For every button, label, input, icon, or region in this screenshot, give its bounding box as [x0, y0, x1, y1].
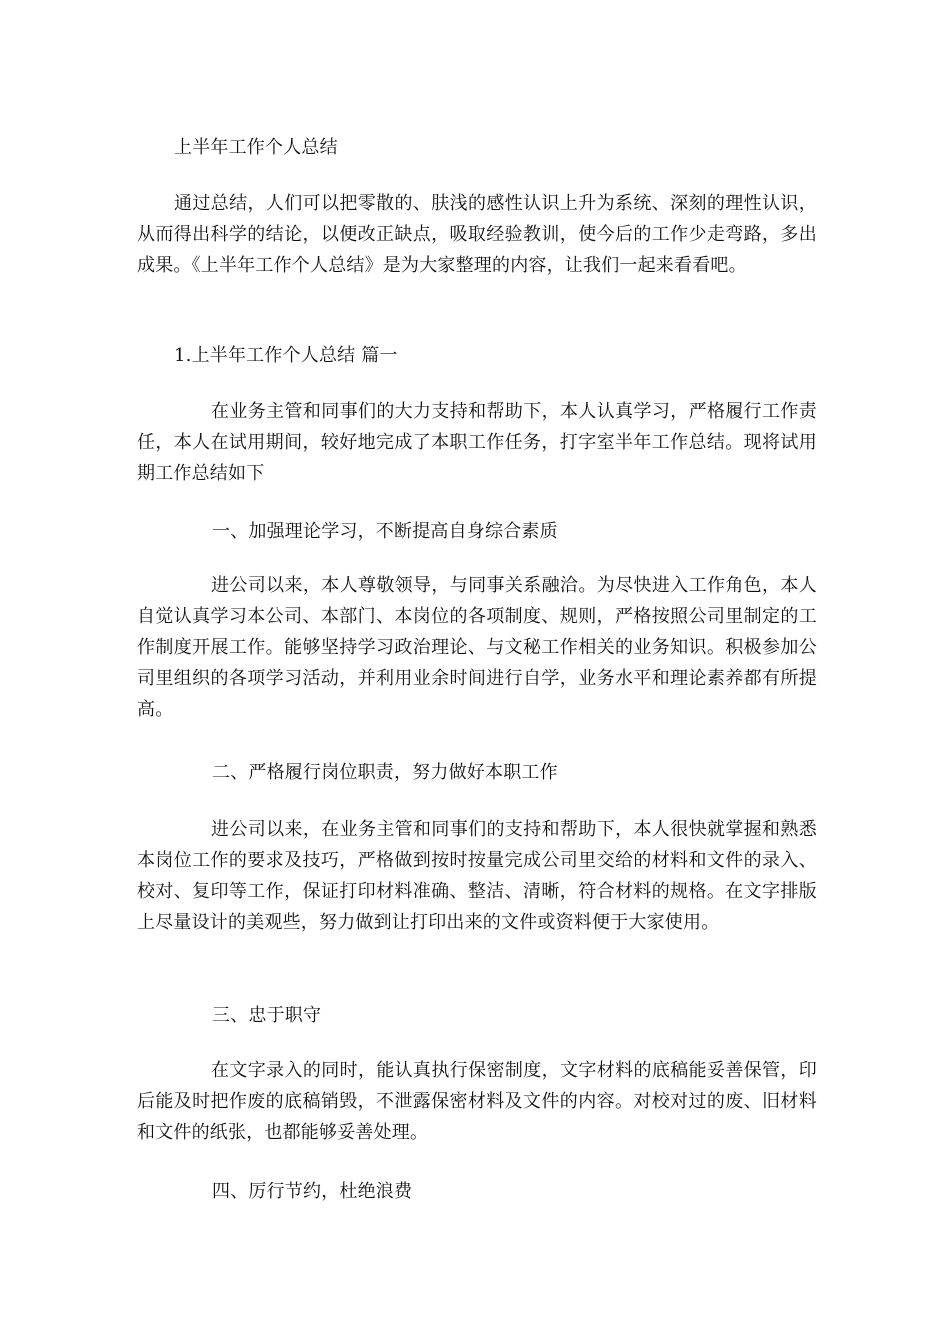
section-heading-2: 二、严格履行岗位职责，努力做好本职工作 [212, 762, 558, 783]
document-title: 上半年工作个人总结 [174, 137, 338, 158]
opening-paragraph: 在业务主管和同事们的大力支持和帮助下，本人认真学习，严格履行工作责任，本人在试用期间，较好地完成了本职工作任务，打字室半年工作总结。现将试用期工作总结如下 [137, 401, 817, 484]
section-heading-3: 三、忠于职守 [212, 1005, 322, 1026]
section-body-1: 进公司以来，本人尊敬领导，与同事关系融洽。为尽快进入工作角色，本人自觉认真学习本公司、本部门、本岗位的各项制度、规则，严格按照公司里制定的工作制度开展工作。能够坚持学习政治理论、与文秘工作相关的业务知识。积极参加公司里组织的各项学习活动，并利用业余时间进行自学，业务水平和理论素养都有所提高。 [137, 575, 817, 720]
section-heading-4: 四、厉行节约，杜绝浪费 [212, 1181, 413, 1202]
section-heading-1: 一、加强理论学习，不断提高自身综合素质 [212, 521, 558, 542]
intro-paragraph: 通过总结，人们可以把零散的、肤浅的感性认识上升为系统、深刻的理性认识，从而得出科学的结论，以便改正缺点，吸取经验教训，使今后的工作少走弯路，多出成果。《上半年工作个人总结》是为大家整理的内容，让我们一起来看看吧。 [137, 193, 817, 276]
section-body-2: 进公司以来，在业务主管和同事们的支持和帮助下，本人很快就掌握和熟悉本岗位工作的要求及技巧，严格做到按时按量完成公司里交给的材料和文件的录入、校对、复印等工作，保证打印材料准确、整洁、清晰，符合材料的规格。在文字排版上尽量设计的美观些，努力做到让打印出来的文件或资料便于大家使用。 [137, 819, 817, 933]
section-body-3: 在文字录入的同时，能认真执行保密制度，文字材料的底稿能妥善保管，印后能及时把作废的底稿销毁，不泄露保密材料及文件的内容。对校对过的废、旧材料和文件的纸张，也都能够妥善处理。 [137, 1060, 817, 1143]
article-heading: 1.上半年工作个人总结 篇一 [174, 345, 398, 366]
